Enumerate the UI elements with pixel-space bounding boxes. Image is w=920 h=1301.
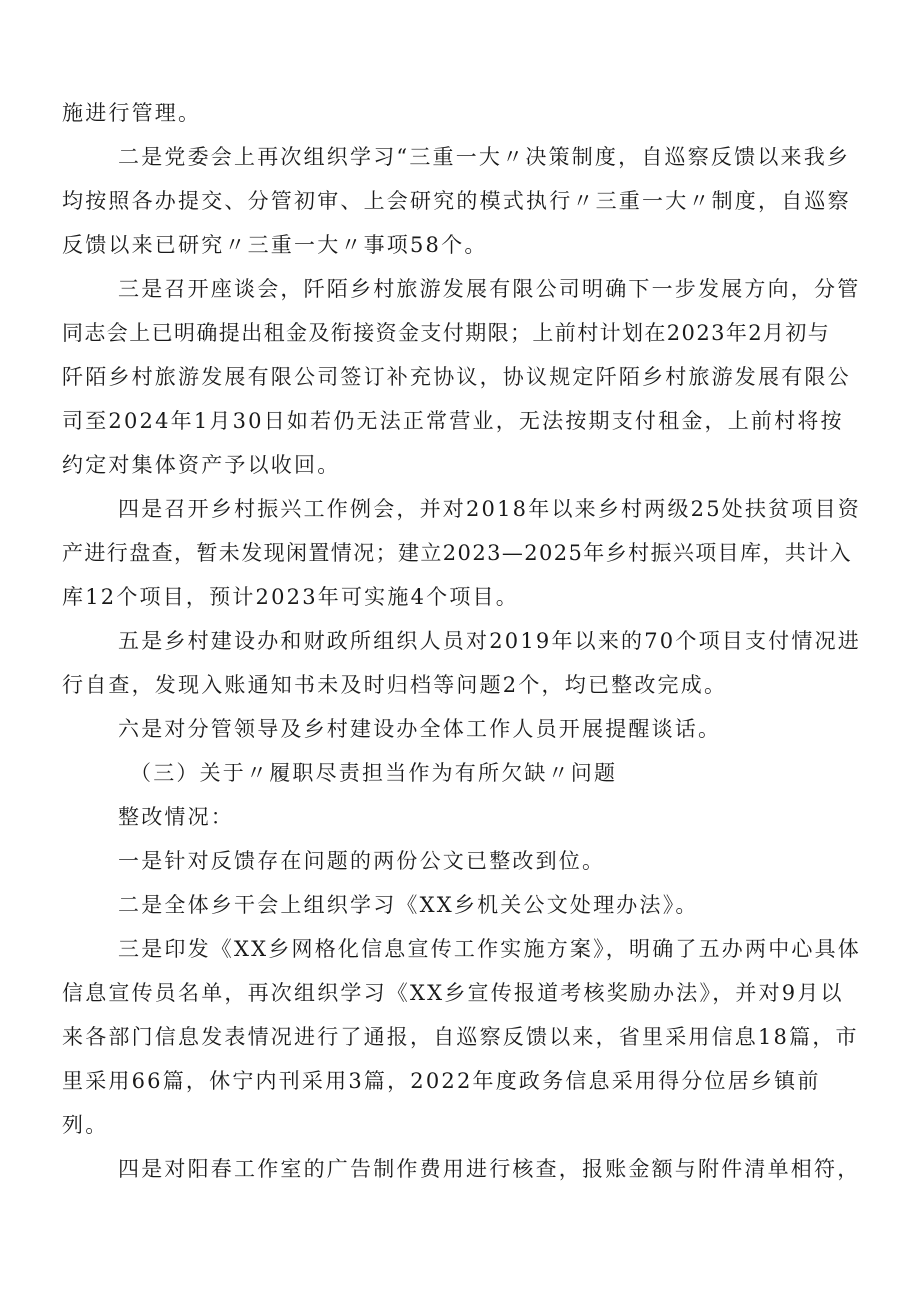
text-line: 反馈以来已研究〃三重一大〃事项58个。 [62,233,488,257]
paragraph-first-line: 二是全体乡干会上组织学习《XX乡机关公文处理办法》。 [118,893,699,917]
paragraph-first-line: 六是对分管领导及乡村建设办全体工作人员开展提醒谈话。 [118,717,722,741]
text-line: 行自查，发现入账通知书未及时归档等问题2个，均已整改完成。 [62,673,728,697]
paragraph-first-line: 四是对阳春工作室的广告制作费用进行核查，报账金额与附件清单相符， [118,1157,861,1181]
text-line: 同志会上已明确提出租金及衔接资金支付期限；上前村计划在2023年2月初与 [62,321,831,345]
text-line: 产进行盘查，暂未发现闲置情况；建立2023—2025年乡村振兴项目库，共计入 [62,541,853,565]
paragraph-first-line: 四是召开乡村振兴工作例会，并对2018年以来乡村两级25处扶贫项目资 [118,497,861,521]
paragraph-first-line: 一是针对反馈存在问题的两份公文已整改到位。 [118,849,606,873]
text-line: 司至2024年1月30日如若仍无法正常营业，无法按期支付租金，上前村将按 [62,409,844,433]
paragraph-first-line: 二是党委会上再次组织学习“三重一大〃决策制度，自巡察反馈以来我乡 [118,145,851,169]
text-line: 均按照各办提交、分管初审、上会研究的模式执行〃三重一大〃制度，自巡察 [62,189,851,213]
text-line: 里采用66篇，休宁内刊采用3篇，2022年度政务信息采用得分位居乡镇前 [62,1069,821,1093]
paragraph-first-line: 三是印发《XX乡网格化信息宣传工作实施方案》，明确了五办两中心具体 [118,937,861,961]
text-line: 来各部门信息发表情况进行了通报，自巡察反馈以来，省里采用信息18篇，市 [62,1025,859,1049]
paragraph-first-line: 五是乡村建设办和财政所组织人员对2019年以来的70个项目支付情况进 [118,629,861,653]
text-line: 库12个项目，预计2023年可实施4个项目。 [62,585,519,609]
paragraph-first-line: 三是召开座谈会，阡陌乡村旅游发展有限公司明确下一步发展方向，分管 [118,277,861,301]
section-heading: （三）关于〃履职尽责担当作为有所欠缺〃问题 [130,761,618,785]
text-line: 约定对集体资产予以收回。 [62,453,341,477]
text-line: 信息宣传员名单，再次组织学习《XX乡宣传报道考核奖励办法》，并对9月以 [62,981,844,1005]
text-line: 列。 [62,1113,109,1137]
text-line: 施进行管理。 [62,101,202,125]
section-subheading: 整改情况： [118,805,234,829]
text-line: 阡陌乡村旅游发展有限公司签订补充协议，协议规定阡陌乡村旅游发展有限公 [62,365,851,389]
